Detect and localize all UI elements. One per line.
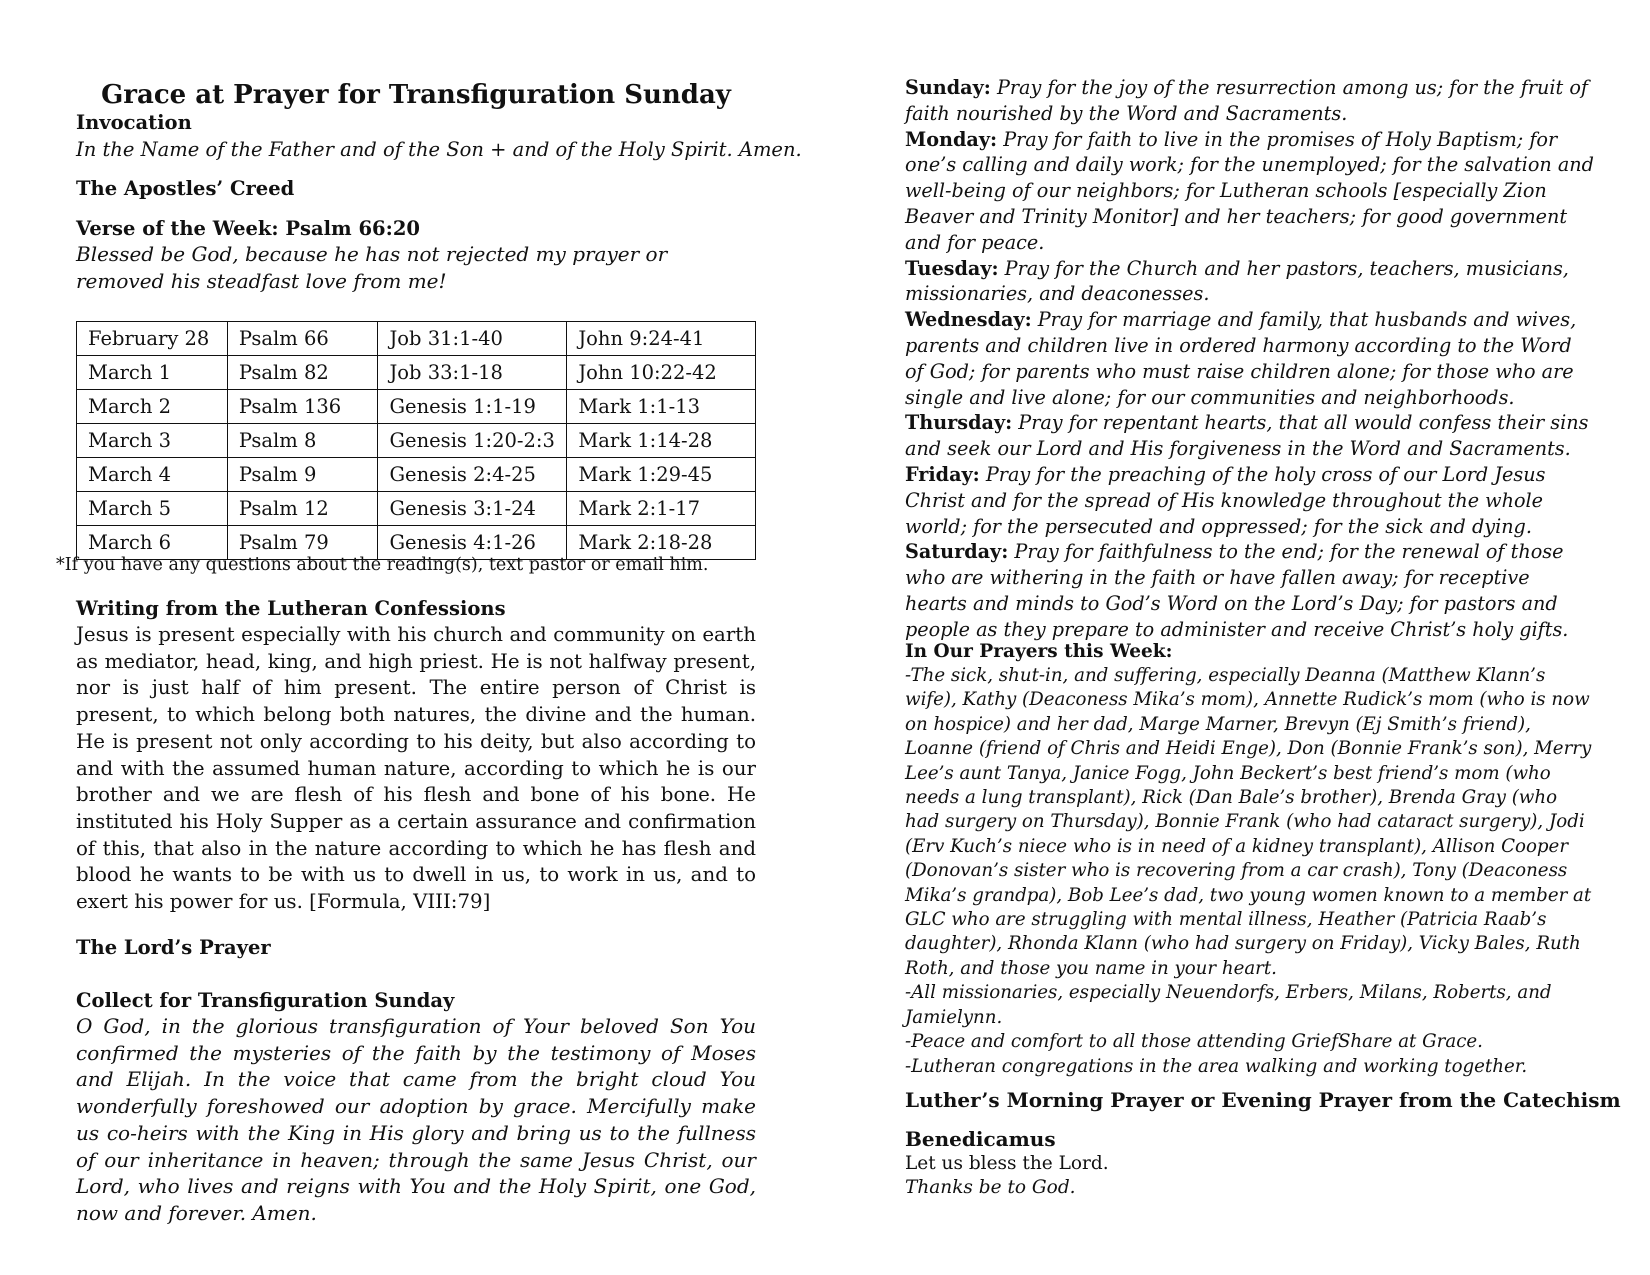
reading-date: March 2 <box>77 390 228 424</box>
daily-prayers <box>905 75 1595 643</box>
luther-prayer-heading: Luther’s Morning Prayer or Evening Prayer from the Catechism <box>905 1088 1621 1112</box>
table-row <box>77 356 756 390</box>
day-prayer-wednesday <box>905 307 1595 410</box>
day-prayer-thursday <box>905 410 1595 462</box>
collect-heading: Collect for Transfiguration Sunday <box>76 989 455 1012</box>
day-label: Saturday: <box>905 540 1009 564</box>
table-row <box>77 492 756 526</box>
invocation-heading: Invocation <box>76 111 192 134</box>
reading-date: March 1 <box>77 356 228 390</box>
prayers-list <box>905 664 1595 1079</box>
reading-nt: Mark 2:18-28 <box>567 526 756 560</box>
list-item: -Peace and comfort to all those attending GriefShare at Grace. <box>905 1031 1483 1053</box>
list-item: -All missionaries, especially Neuendorfs, Erbers, Milans, Roberts, and Jamielynn. <box>905 982 1552 1028</box>
reading-nt: Mark 1:1-13 <box>567 390 756 424</box>
table-row <box>77 458 756 492</box>
reading-psalm: Psalm 79 <box>227 526 378 560</box>
reading-ot: Genesis 1:1-19 <box>378 390 567 424</box>
list-item: -The sick, shut-in, and suffering, especially Deanna (Matthew Klann’s wife), Kathy (Deaconess Mika’s mom), Annette Rudick’s mom (who is now on hospice) and her dad, Marge Marner, Brevyn (Ej Smith’s friend), Loanne (friend of Chris and Heidi Enge), Don (Bonnie Frank’s son), Merry Lee’s aunt Tanya, Janice Fogg, John Beckert’s best friend’s mom (who needs a lung transplant), Rick (Dan Bale’s brother), Brenda Gray (who had surgery on Thursday), Bonnie Frank (who had cataract surgery), Jodi (Erv Kuch’s niece who is in need of a kidney transplant), Allison Cooper (Donovan’s sister who is recovering from a car crash), Tony (Deaconess Mika’s grandpa), Bob Lee’s dad, two young women known to a member at GLC who are struggling with mental illness, Heather (Patricia Raab’s daughter), Rhonda Klann (who had surgery on Friday), Vicky Bales, Ruth Roth, and those you name in your heart. <box>905 665 1592 979</box>
benedicamus-line-2: Thanks be to God. <box>905 1177 1076 1198</box>
reading-psalm: Psalm 82 <box>227 356 378 390</box>
reading-nt: Mark 1:14-28 <box>567 424 756 458</box>
day-prayer-saturday <box>905 539 1595 642</box>
reading-date: March 5 <box>77 492 228 526</box>
reading-psalm: Psalm 136 <box>227 390 378 424</box>
day-label: Thursday: <box>905 411 1013 435</box>
reading-ot: Genesis 4:1-26 <box>378 526 567 560</box>
readings-footnote: *If you have any questions about the reading(s), text pastor or email him. <box>56 555 709 575</box>
reading-ot: Job 33:1-18 <box>378 356 567 390</box>
reading-psalm: Psalm 8 <box>227 424 378 458</box>
verse-text: Blessed be God, because he has not rejected my prayer or removed his steadfast love from me! <box>76 242 668 293</box>
day-label: Tuesday: <box>905 256 999 280</box>
reading-date: March 4 <box>77 458 228 492</box>
confessions-text: Jesus is present especially with his church and community on earth as mediator, head, king, and high priest. He is not halfway present, nor is just half of him present. The entire person of Christ is present, to which belong both natures, the divine and the human. He is present not only according to his deity, but also according to and with the assumed human nature, according to which he is our brother and we are flesh of his flesh and bone of his bone. He instituted his Holy Supper as a certain assurance and confirmation of this, that also in the nature according to which he has flesh and blood he wants to be with us to dwell in us, to work in us, and to exert his power for us. [Formula, VIII:79] <box>76 623 756 914</box>
reading-ot: Job 31:1-40 <box>378 322 567 356</box>
day-label: Monday: <box>905 127 998 151</box>
day-text: Pray for the joy of the resurrection among us; for the fruit of faith nourished by the Word and Sacraments. <box>905 76 1588 125</box>
creed-heading: The Apostles’ Creed <box>76 177 295 200</box>
verse-heading: Verse of the Week: Psalm 66:20 <box>76 217 420 240</box>
day-label: Sunday: <box>905 76 991 99</box>
day-label: Friday: <box>905 462 980 486</box>
day-text: Pray for the Church and her pastors, teachers, musicians, missionaries, and deaconesses. <box>905 256 1569 306</box>
reading-nt: John 10:22-42 <box>567 356 756 390</box>
reading-date: February 28 <box>77 322 228 356</box>
day-text: Pray for the preaching of the holy cross of our Lord Jesus Christ and for the spread of His knowledge throughout the whole world; for the persecuted and oppressed; for the sick and dying. <box>905 462 1546 538</box>
day-text: Pray for marriage and family, that husbands and wives, parents and children live in ordered harmony according to the Word of God; for parents who must raise children alone; for those who are single and live alone; for our communities and neighborhoods. <box>905 308 1577 409</box>
day-text: Pray for faithfulness to the end; for the renewal of those who are withering in the faith or have fallen away; for receptive hearts and minds to God’s Word on the Lord’s Day; for pastors and people as they prepare to administer and receive Christ’s holy gifts. <box>905 540 1569 641</box>
invocation-text: In the Name of the Father and of the Son + and of the Holy Spirit. Amen. <box>76 138 802 161</box>
reading-date: March 6 <box>77 526 228 560</box>
list-item: -Lutheran congregations in the area walking and working together. <box>905 1055 1528 1077</box>
readings-table <box>76 321 756 560</box>
confessions-heading: Writing from the Lutheran Confessions <box>76 597 506 620</box>
reading-ot: Genesis 3:1-24 <box>378 492 567 526</box>
table-row <box>77 322 756 356</box>
lords-prayer-heading: The Lord’s Prayer <box>76 936 271 959</box>
day-prayer-sunday <box>905 75 1595 127</box>
prayers-heading: In Our Prayers this Week: <box>905 641 1173 662</box>
benedicamus-line-1: Let us bless the Lord. <box>905 1153 1109 1174</box>
reading-psalm: Psalm 66 <box>227 322 378 356</box>
benedicamus-heading: Benedicamus <box>905 1127 1056 1151</box>
day-label: Wednesday: <box>905 308 1032 332</box>
reading-psalm: Psalm 12 <box>227 492 378 526</box>
reading-date: March 3 <box>77 424 228 458</box>
reading-nt: John 9:24-41 <box>567 322 756 356</box>
reading-ot: Genesis 1:20-2:3 <box>378 424 567 458</box>
reading-nt: Mark 1:29-45 <box>567 458 756 492</box>
page-title: Grace at Prayer for Transfiguration Sunday <box>101 80 731 110</box>
day-prayer-friday <box>905 462 1595 539</box>
day-prayer-monday <box>905 127 1595 256</box>
reading-ot: Genesis 2:4-25 <box>378 458 567 492</box>
reading-nt: Mark 2:1-17 <box>567 492 756 526</box>
collect-text: O God, in the glorious transfiguration of Your beloved Son You confirmed the mysteries of the faith by the testimony of Moses and Elijah. In the voice that came from the bright cloud You wonderfully foreshowed our adoption by grace. Mercifully make us co-heirs with the King in His glory and bring us to the fullness of our inheritance in heaven; through the same Jesus Christ, our Lord, who lives and reigns with You and the Holy Spirit, one God, now and forever. Amen. <box>76 1014 756 1225</box>
day-prayer-tuesday <box>905 256 1595 308</box>
reading-psalm: Psalm 9 <box>227 458 378 492</box>
table-row <box>77 424 756 458</box>
day-text: Pray for repentant hearts, that all would confess their sins and seek our Lord and His forgiveness in the Word and Sacraments. <box>905 411 1589 461</box>
day-text: Pray for faith to live in the promises of Holy Baptism; for one’s calling and daily work; for the unemployed; for the salvation and well-being of our neighbors; for Lutheran schools [especially Zion Beaver and Trinity Monitor] and her teachers; for good government and for peace. <box>905 127 1594 254</box>
table-row <box>77 390 756 424</box>
